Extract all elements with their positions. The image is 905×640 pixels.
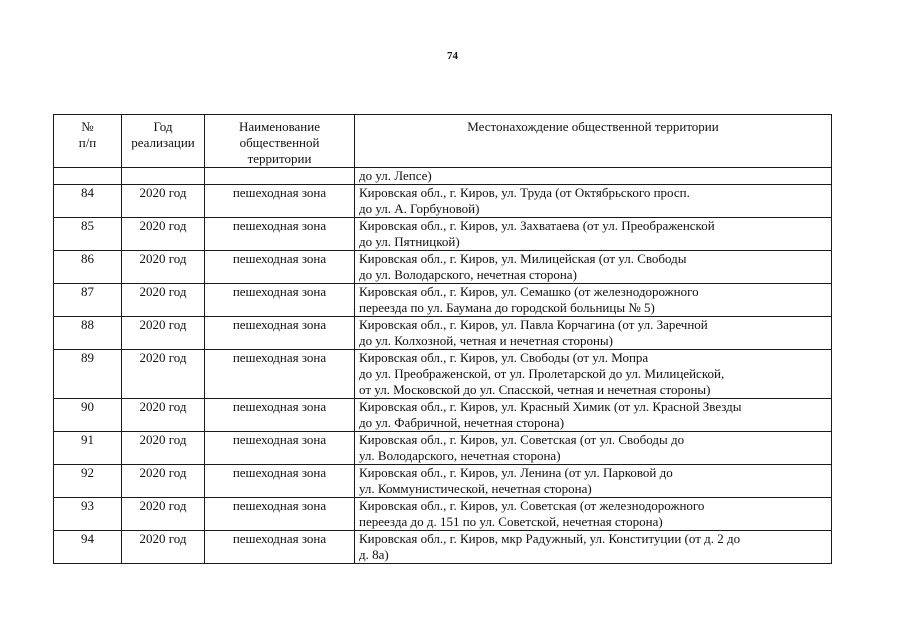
row-number: 94 xyxy=(54,531,122,564)
table-row xyxy=(54,251,832,284)
row-location xyxy=(355,432,832,465)
row-territory-name: пешеходная зона xyxy=(205,218,355,251)
row-territory-name: пешеходная зона xyxy=(205,399,355,432)
row-location xyxy=(355,185,832,218)
header-year-line: Год xyxy=(153,119,173,134)
row-territory-name: пешеходная зона xyxy=(205,465,355,498)
header-name-line: общественной xyxy=(239,135,320,150)
location-line: Кировская обл., г. Киров, мкр Радужный, ул. Конституции (от д. 2 до xyxy=(359,531,741,546)
table-row xyxy=(54,399,832,432)
row-year: 2020 год xyxy=(122,284,205,317)
continuation-empty-cell xyxy=(122,168,205,185)
row-territory-name: пешеходная зона xyxy=(205,317,355,350)
location-line: до ул. Преображенской, от ул. Пролетарской до ул. Милицейской, xyxy=(359,366,725,381)
location-line: до ул. Пятницкой) xyxy=(359,234,460,249)
header-location: Местонахождение общественной территории xyxy=(355,115,832,168)
table-header-row xyxy=(54,115,832,168)
row-location xyxy=(355,218,832,251)
header-number-line: п/п xyxy=(78,135,97,150)
table-row xyxy=(54,218,832,251)
location-line: Кировская обл., г. Киров, ул. Красный Химик (от ул. Красной Звезды xyxy=(359,399,742,414)
row-territory-name: пешеходная зона xyxy=(205,432,355,465)
row-location xyxy=(355,251,832,284)
header-territory-name xyxy=(205,115,355,168)
location-line: д. 8а) xyxy=(359,547,389,562)
location-line: ул. Володарского, нечетная сторона) xyxy=(359,448,561,463)
row-number: 90 xyxy=(54,399,122,432)
row-number: 91 xyxy=(54,432,122,465)
location-line: Кировская обл., г. Киров, ул. Ленина (от ул. Парковой до xyxy=(359,465,673,480)
row-year: 2020 год xyxy=(122,432,205,465)
header-number xyxy=(54,115,122,168)
table-row xyxy=(54,350,832,399)
location-line: Кировская обл., г. Киров, ул. Труда (от Октябрьского просп. xyxy=(359,185,690,200)
row-territory-name: пешеходная зона xyxy=(205,284,355,317)
row-number: 92 xyxy=(54,465,122,498)
table-row xyxy=(54,531,832,564)
location-line: Кировская обл., г. Киров, ул. Милицейская (от ул. Свободы xyxy=(359,251,687,266)
continuation-empty-cell xyxy=(54,168,122,185)
location-line: Кировская обл., г. Киров, ул. Советская (от ул. Свободы до xyxy=(359,432,685,447)
header-number-line: № xyxy=(81,119,94,134)
location-line: переезда по ул. Баумана до городской больницы № 5) xyxy=(359,300,655,315)
page-number: 74 xyxy=(447,50,458,62)
row-territory-name: пешеходная зона xyxy=(205,531,355,564)
row-year: 2020 год xyxy=(122,498,205,531)
row-number: 86 xyxy=(54,251,122,284)
continuation-location: до ул. Лепсе) xyxy=(355,168,832,185)
row-number: 84 xyxy=(54,185,122,218)
row-number: 89 xyxy=(54,350,122,399)
table-row xyxy=(54,284,832,317)
row-location xyxy=(355,465,832,498)
continuation-empty-cell xyxy=(205,168,355,185)
location-line: переезда до д. 151 по ул. Советской, нечетная сторона) xyxy=(359,514,663,529)
location-line: от ул. Московской до ул. Спасской, четная и нечетная стороны) xyxy=(359,382,711,397)
row-location xyxy=(355,317,832,350)
row-number: 88 xyxy=(54,317,122,350)
territories-table xyxy=(53,114,832,564)
row-location xyxy=(355,531,832,564)
location-line: ул. Коммунистической, нечетная сторона) xyxy=(359,481,592,496)
row-year: 2020 год xyxy=(122,251,205,284)
row-year: 2020 год xyxy=(122,531,205,564)
row-location xyxy=(355,284,832,317)
continuation-row xyxy=(54,168,832,185)
location-line: Кировская обл., г. Киров, ул. Свободы (от ул. Мопра xyxy=(359,350,649,365)
row-territory-name: пешеходная зона xyxy=(205,251,355,284)
table-row xyxy=(54,498,832,531)
table-row xyxy=(54,432,832,465)
row-year: 2020 год xyxy=(122,465,205,498)
location-line: Кировская обл., г. Киров, ул. Павла Корчагина (от ул. Заречной xyxy=(359,317,708,332)
row-year: 2020 год xyxy=(122,218,205,251)
location-line: Кировская обл., г. Киров, ул. Советская (от железнодорожного xyxy=(359,498,705,513)
location-line: до ул. Фабричной, нечетная сторона) xyxy=(359,415,565,430)
row-number: 93 xyxy=(54,498,122,531)
location-line: Кировская обл., г. Киров, ул. Захватаева (от ул. Преображенской xyxy=(359,218,715,233)
row-location xyxy=(355,399,832,432)
row-number: 85 xyxy=(54,218,122,251)
header-name-line: Наименование xyxy=(239,119,320,134)
row-territory-name: пешеходная зона xyxy=(205,350,355,399)
row-year: 2020 год xyxy=(122,399,205,432)
row-location xyxy=(355,498,832,531)
header-year xyxy=(122,115,205,168)
table-row xyxy=(54,317,832,350)
location-line: Кировская обл., г. Киров, ул. Семашко (от железнодорожного xyxy=(359,284,699,299)
row-territory-name: пешеходная зона xyxy=(205,185,355,218)
location-line: до ул. А. Горбуновой) xyxy=(359,201,480,216)
row-year: 2020 год xyxy=(122,350,205,399)
row-year: 2020 год xyxy=(122,185,205,218)
header-year-line: реализации xyxy=(131,135,195,150)
table-row xyxy=(54,465,832,498)
row-territory-name: пешеходная зона xyxy=(205,498,355,531)
row-location xyxy=(355,350,832,399)
row-number: 87 xyxy=(54,284,122,317)
header-name-line: территории xyxy=(247,151,312,166)
row-year: 2020 год xyxy=(122,317,205,350)
location-line: до ул. Колхозной, четная и нечетная стороны) xyxy=(359,333,613,348)
table-row xyxy=(54,185,832,218)
location-line: до ул. Володарского, нечетная сторона) xyxy=(359,267,577,282)
